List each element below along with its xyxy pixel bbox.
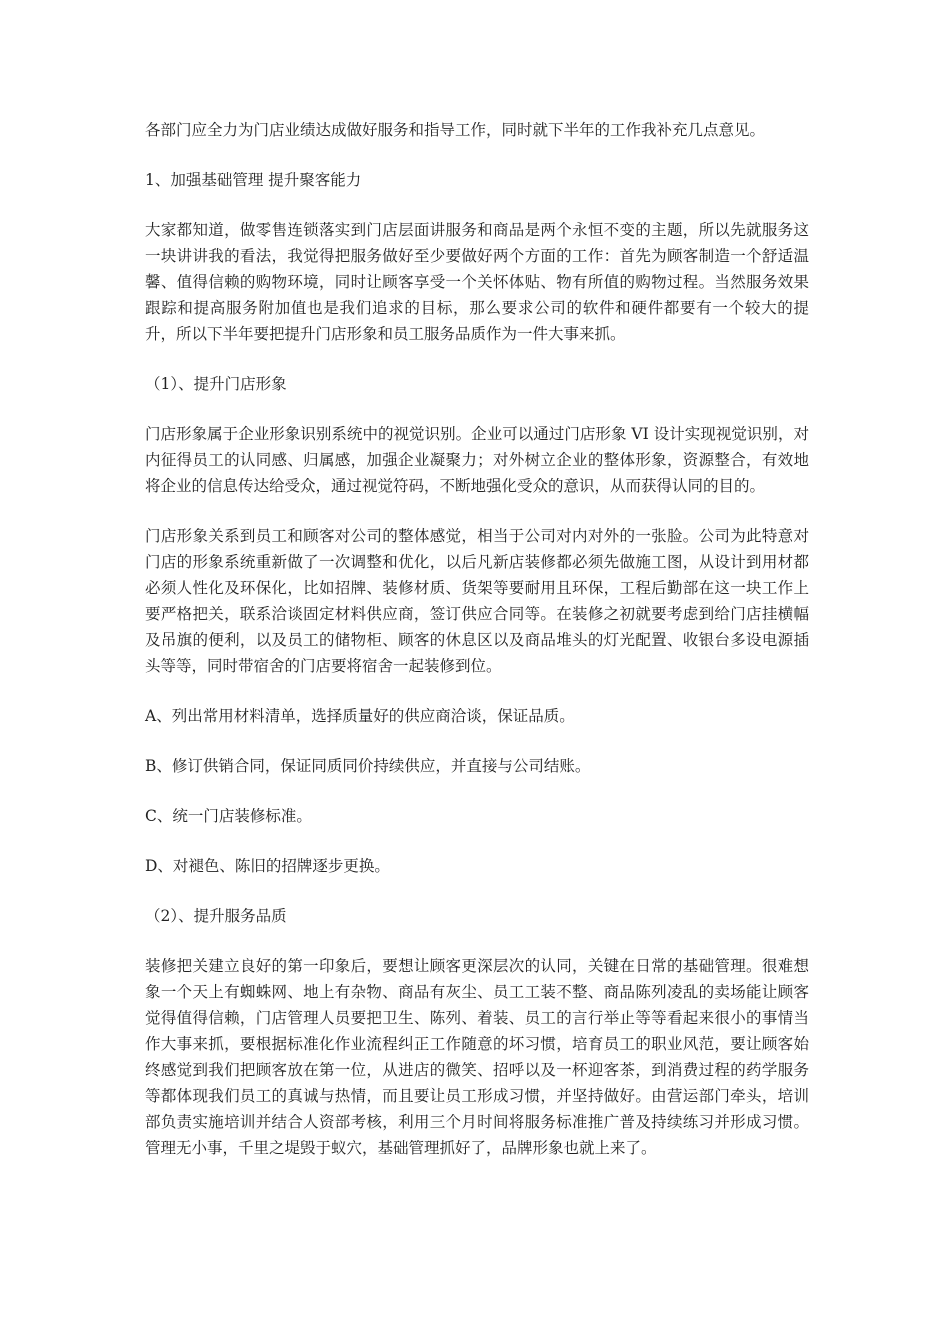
list-item-a: A、列出常用材料清单，选择质量好的供应商洽谈，保证品质。: [145, 707, 575, 725]
body-paragraph: 门店形象关系到员工和顾客对公司的整体感觉，相当于公司对内对外的一张脸。公司为此特意对门店的形象系统重新做了一次调整和优化，以后凡新店装修都必须先做施工图，从设计到用材都必须人性化及环保化，比如招牌、装修材质、货架等要耐用且环保，工程后勤部在这一块工作上要严格把关，联系洽谈固定材料供应商，签订供应合同等。在装修之初就要考虑到给门店挂横幅及吊旗的便利，以及员工的储物柜、顾客的休息区以及商品堆头的灯光配置、收银台多设电源插头等等，同时带宿舍的门店要将宿舍一起装修到位。: [145, 527, 809, 675]
body-paragraph: 大家都知道，做零售连锁落实到门店层面讲服务和商品是两个永恒不变的主题，所以先就服务这一块讲讲我的看法，我觉得把服务做好至少要做好两个方面的工作：首先为顾客制造一个舒适温馨、值得信赖的购物环境，同时让顾客享受一个关怀体贴、物有所值的购物过程。当然服务效果跟踪和提高服务附加值也是我们追求的目标，那么要求公司的软件和硬件都要有一个较大的提升，所以下半年要把提升门店形象和员工服务品质作为一件大事来抓。: [145, 221, 809, 343]
list-item-c: C、统一门店装修标准。: [145, 807, 312, 825]
list-item-b: B、修订供销合同，保证同质同价持续供应，并直接与公司结账。: [145, 757, 591, 775]
subsection-heading-1: （1）、提升门店形象: [145, 375, 287, 393]
subsection-heading-2: （2）、提升服务品质: [145, 907, 287, 925]
body-paragraph: 门店形象属于企业形象识别系统中的视觉识别。企业可以通过门店形象 VI 设计实现视觉识别，对内征得员工的认同感、归属感，加强企业凝聚力；对外树立企业的整体形象，资源整合，有效地将企业的信息传达给受众，通过视觉符码，不断地强化受众的意识，从而获得认同的目的。: [145, 425, 809, 495]
section-heading-1: 1、加强基础管理 提升聚客能力: [145, 171, 362, 189]
list-item-d: D、对褪色、陈旧的招牌逐步更换。: [145, 857, 390, 875]
intro-paragraph: 各部门应全力为门店业绩达成做好服务和指导工作，同时就下半年的工作我补充几点意见。: [145, 121, 766, 139]
body-paragraph: 装修把关建立良好的第一印象后，要想让顾客更深层次的认同，关键在日常的基础管理。很难想象一个天上有蜘蛛网、地上有杂物、商品有灰尘、员工工装不整、商品陈列凌乱的卖场能让顾客觉得值得信赖，门店管理人员要把卫生、陈列、着装、员工的言行举止等等看起来很小的事情当作大事来抓，要根据标准化作业流程纠正工作随意的坏习惯，培育员工的职业风范，要让顾客始终感觉到我们把顾客放在第一位，从进店的微笑、招呼以及一杯迎客茶，到消费过程的药学服务等都体现我们员工的真诚与热情，而且要让员工形成习惯，并坚持做好。由营运部门牵头，培训部负责实施培训并结合人资部考核，利用三个月时间将服务标准推广普及持续练习并形成习惯。管理无小事，千里之堤毁于蚁穴，基础管理抓好了，品牌形象也就上来了。: [145, 957, 809, 1157]
document-page: [145, 117, 809, 1185]
